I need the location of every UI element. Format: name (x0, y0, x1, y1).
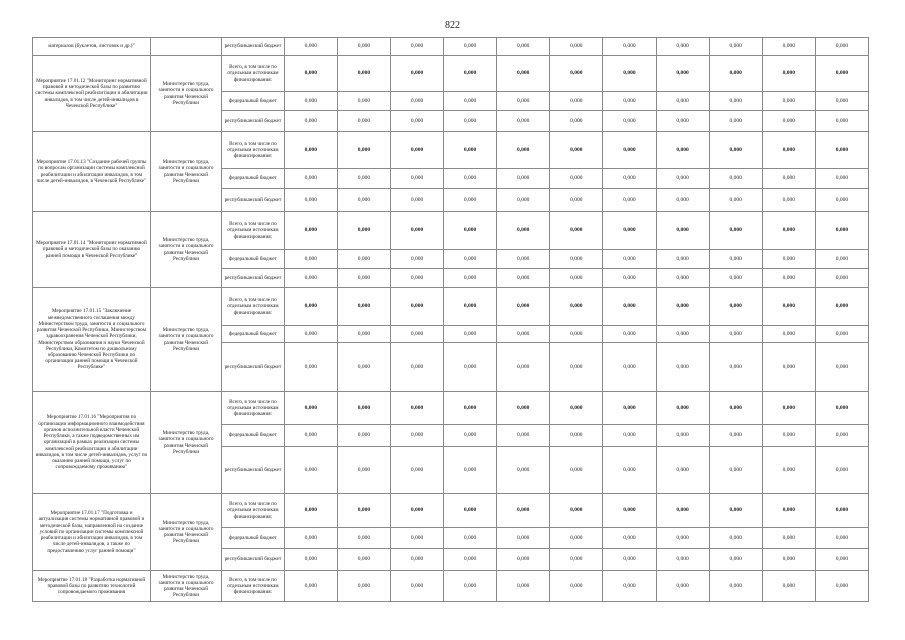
amount-cell: 0,000 (709, 212, 762, 250)
amount-cell: 0,000 (709, 56, 762, 92)
amount-cell: 0,000 (337, 326, 390, 343)
funding-source-cell: республиканский бюджет (222, 549, 285, 571)
organization-cell (150, 38, 221, 56)
amount-cell: 0,000 (709, 494, 762, 528)
amount-cell: 0,000 (444, 111, 497, 132)
amount-cell: 0,000 (762, 326, 815, 343)
amount-cell: 0,000 (284, 494, 337, 528)
amount-cell: 0,000 (656, 169, 709, 189)
organization-cell: Министерство труда, занятости и социального развития Чеченской Республики (150, 132, 221, 212)
amount-cell: 0,000 (550, 528, 603, 549)
amount-cell: 0,000 (550, 549, 603, 571)
funding-source-cell: Всего, в том числе по отдельным источникам финансирования: (222, 212, 285, 250)
amount-cell: 0,000 (550, 494, 603, 528)
amount-cell: 0,000 (762, 92, 815, 111)
amount-cell: 0,000 (709, 269, 762, 288)
amount-cell: 0,000 (762, 212, 815, 250)
amount-cell: 0,000 (444, 92, 497, 111)
table-row (33, 212, 869, 250)
amount-cell: 0,000 (762, 169, 815, 189)
amount-cell: 0,000 (497, 528, 550, 549)
amount-cell: 0,000 (337, 288, 390, 326)
amount-cell: 0,000 (603, 392, 656, 425)
amount-cell: 0,000 (656, 269, 709, 288)
amount-cell: 0,000 (550, 92, 603, 111)
amount-cell: 0,000 (390, 343, 443, 392)
amount-cell: 0,000 (284, 326, 337, 343)
amount-cell: 0,000 (815, 92, 868, 111)
amount-cell: 0,000 (337, 343, 390, 392)
amount-cell: 0,000 (709, 392, 762, 425)
amount-cell: 0,000 (284, 212, 337, 250)
amount-cell: 0,000 (603, 169, 656, 189)
event-cell: Мероприятие 17.01.13 "Создание рабочей группы по вопросам организации системы комплексной реабилитации и абилитации инвалидов, в том числе детей-инвалидов, в Чеченской Республике" (33, 132, 151, 212)
funding-source-cell: федеральный бюджет (222, 250, 285, 269)
amount-cell: 0,000 (337, 269, 390, 288)
funding-source-cell: республиканский бюджет (222, 447, 285, 494)
amount-cell: 0,000 (550, 169, 603, 189)
amount-cell: 0,000 (337, 425, 390, 447)
table-row (33, 38, 869, 56)
amount-cell: 0,000 (709, 425, 762, 447)
amount-cell: 0,000 (815, 447, 868, 494)
amount-cell: 0,000 (762, 425, 815, 447)
amount-cell: 0,000 (390, 250, 443, 269)
amount-cell: 0,000 (603, 189, 656, 212)
amount-cell: 0,000 (390, 92, 443, 111)
amount-cell: 0,000 (337, 132, 390, 169)
amount-cell: 0,000 (284, 132, 337, 169)
amount-cell: 0,000 (550, 269, 603, 288)
amount-cell: 0,000 (709, 38, 762, 56)
amount-cell: 0,000 (603, 111, 656, 132)
amount-cell: 0,000 (390, 38, 443, 56)
amount-cell: 0,000 (497, 56, 550, 92)
amount-cell: 0,000 (656, 425, 709, 447)
amount-cell: 0,000 (284, 56, 337, 92)
amount-cell: 0,000 (603, 343, 656, 392)
amount-cell: 0,000 (390, 132, 443, 169)
amount-cell: 0,000 (497, 549, 550, 571)
amount-cell: 0,000 (762, 189, 815, 212)
event-cell: материалов (буклетов, листовок и др.)" (33, 38, 151, 56)
amount-cell: 0,000 (337, 549, 390, 571)
amount-cell: 0,000 (603, 326, 656, 343)
amount-cell: 0,000 (656, 212, 709, 250)
amount-cell: 0,000 (444, 250, 497, 269)
amount-cell: 0,000 (815, 343, 868, 392)
amount-cell: 0,000 (284, 447, 337, 494)
amount-cell: 0,000 (444, 132, 497, 169)
budget-table (32, 37, 869, 602)
amount-cell: 0,000 (550, 56, 603, 92)
funding-source-cell: федеральный бюджет (222, 528, 285, 549)
table-row (33, 494, 869, 528)
funding-source-cell: республиканский бюджет (222, 38, 285, 56)
amount-cell: 0,000 (815, 132, 868, 169)
amount-cell: 0,000 (550, 189, 603, 212)
amount-cell: 0,000 (656, 571, 709, 602)
organization-cell: Министерство труда, занятости и социального развития Чеченской Республики (150, 494, 221, 571)
amount-cell: 0,000 (656, 326, 709, 343)
amount-cell: 0,000 (815, 212, 868, 250)
amount-cell: 0,000 (815, 392, 868, 425)
amount-cell: 0,000 (550, 571, 603, 602)
amount-cell: 0,000 (762, 56, 815, 92)
amount-cell: 0,000 (656, 392, 709, 425)
amount-cell: 0,000 (603, 528, 656, 549)
amount-cell: 0,000 (337, 189, 390, 212)
amount-cell: 0,000 (709, 571, 762, 602)
funding-source-cell: Всего, в том числе по отдельным источникам финансирования: (222, 288, 285, 326)
funding-source-cell: федеральный бюджет (222, 92, 285, 111)
amount-cell: 0,000 (656, 38, 709, 56)
amount-cell: 0,000 (603, 38, 656, 56)
amount-cell: 0,000 (603, 494, 656, 528)
amount-cell: 0,000 (656, 250, 709, 269)
amount-cell: 0,000 (550, 250, 603, 269)
amount-cell: 0,000 (709, 447, 762, 494)
amount-cell: 0,000 (550, 38, 603, 56)
amount-cell: 0,000 (709, 169, 762, 189)
amount-cell: 0,000 (444, 38, 497, 56)
funding-source-cell: республиканский бюджет (222, 269, 285, 288)
amount-cell: 0,000 (815, 250, 868, 269)
amount-cell: 0,000 (603, 288, 656, 326)
amount-cell: 0,000 (656, 92, 709, 111)
amount-cell: 0,000 (390, 528, 443, 549)
funding-source-cell: федеральный бюджет (222, 425, 285, 447)
amount-cell: 0,000 (390, 447, 443, 494)
organization-cell: Министерство труда, занятости и социального развития Чеченской Республики (150, 392, 221, 494)
amount-cell: 0,000 (390, 425, 443, 447)
funding-source-cell: республиканский бюджет (222, 189, 285, 212)
amount-cell: 0,000 (444, 288, 497, 326)
amount-cell: 0,000 (444, 189, 497, 212)
amount-cell: 0,000 (656, 132, 709, 169)
amount-cell: 0,000 (390, 111, 443, 132)
page-number: 822 (445, 20, 460, 31)
amount-cell: 0,000 (444, 528, 497, 549)
amount-cell: 0,000 (444, 326, 497, 343)
amount-cell: 0,000 (815, 169, 868, 189)
amount-cell: 0,000 (603, 132, 656, 169)
amount-cell: 0,000 (815, 189, 868, 212)
amount-cell: 0,000 (444, 212, 497, 250)
funding-source-cell: Всего, в том числе по отдельным источникам финансирования: (222, 571, 285, 602)
funding-source-cell: республиканский бюджет (222, 343, 285, 392)
amount-cell: 0,000 (603, 56, 656, 92)
amount-cell: 0,000 (337, 571, 390, 602)
amount-cell: 0,000 (815, 571, 868, 602)
amount-cell: 0,000 (497, 326, 550, 343)
amount-cell: 0,000 (762, 528, 815, 549)
amount-cell: 0,000 (550, 212, 603, 250)
amount-cell: 0,000 (762, 343, 815, 392)
event-cell: Мероприятие 17.01.14 "Мониторинг нормативной правовой и методической базы по оказанию ранней помощи в Чеченской Республике" (33, 212, 151, 288)
amount-cell: 0,000 (497, 111, 550, 132)
table-row (33, 132, 869, 169)
funding-source-cell: республиканский бюджет (222, 111, 285, 132)
amount-cell: 0,000 (497, 132, 550, 169)
amount-cell: 0,000 (656, 343, 709, 392)
amount-cell: 0,000 (284, 38, 337, 56)
amount-cell: 0,000 (337, 169, 390, 189)
amount-cell: 0,000 (709, 111, 762, 132)
amount-cell: 0,000 (709, 326, 762, 343)
amount-cell: 0,000 (603, 571, 656, 602)
amount-cell: 0,000 (497, 92, 550, 111)
amount-cell: 0,000 (284, 189, 337, 212)
amount-cell: 0,000 (815, 528, 868, 549)
event-cell: Мероприятие 17.01.12 "Мониторинг нормативной правовой и методической базы по развитию системы комплексной реабилитации и абилитации инвалидов, в том числе детей-инвалидов в Чеченской Республике" (33, 56, 151, 132)
amount-cell: 0,000 (497, 269, 550, 288)
amount-cell: 0,000 (444, 549, 497, 571)
amount-cell: 0,000 (444, 56, 497, 92)
amount-cell: 0,000 (815, 111, 868, 132)
amount-cell: 0,000 (444, 392, 497, 425)
amount-cell: 0,000 (815, 56, 868, 92)
amount-cell: 0,000 (656, 528, 709, 549)
amount-cell: 0,000 (550, 447, 603, 494)
organization-cell: Министерство труда, занятости и социального развития Чеченской Республики (150, 212, 221, 288)
amount-cell: 0,000 (444, 425, 497, 447)
amount-cell: 0,000 (656, 288, 709, 326)
amount-cell: 0,000 (337, 111, 390, 132)
amount-cell: 0,000 (709, 528, 762, 549)
amount-cell: 0,000 (709, 132, 762, 169)
amount-cell: 0,000 (497, 250, 550, 269)
table-row (33, 392, 869, 425)
amount-cell: 0,000 (497, 571, 550, 602)
amount-cell: 0,000 (550, 132, 603, 169)
amount-cell: 0,000 (497, 392, 550, 425)
amount-cell: 0,000 (337, 447, 390, 494)
amount-cell: 0,000 (497, 425, 550, 447)
amount-cell: 0,000 (815, 288, 868, 326)
amount-cell: 0,000 (390, 326, 443, 343)
amount-cell: 0,000 (497, 169, 550, 189)
amount-cell: 0,000 (497, 343, 550, 392)
amount-cell: 0,000 (603, 212, 656, 250)
amount-cell: 0,000 (337, 494, 390, 528)
amount-cell: 0,000 (390, 56, 443, 92)
amount-cell: 0,000 (762, 132, 815, 169)
amount-cell: 0,000 (284, 111, 337, 132)
amount-cell: 0,000 (656, 494, 709, 528)
amount-cell: 0,000 (444, 571, 497, 602)
amount-cell: 0,000 (656, 447, 709, 494)
amount-cell: 0,000 (444, 343, 497, 392)
funding-source-cell: федеральный бюджет (222, 169, 285, 189)
event-cell: Мероприятие 17.01.15 "Заключение межведомственного соглашения между Министерством труда, занятости и социального развития Чеченской Республики, Министерством здравоохранения Чеченской Республики, Министерством образования и науки Чеченской Республики, Комитетом по дошкольному образованию Чеченской Республики по организации ранней помощи в Чеченской Республике" (33, 288, 151, 392)
funding-source-cell: Всего, в том числе по отдельным источникам финансирования: (222, 392, 285, 425)
amount-cell: 0,000 (709, 250, 762, 269)
amount-cell: 0,000 (284, 392, 337, 425)
amount-cell: 0,000 (709, 549, 762, 571)
amount-cell: 0,000 (444, 169, 497, 189)
organization-cell: Министерство труда, занятости и социального развития Чеченской Республики (150, 288, 221, 392)
amount-cell: 0,000 (815, 494, 868, 528)
amount-cell: 0,000 (337, 56, 390, 92)
funding-source-cell: Всего, в том числе по отдельным источникам финансирования: (222, 56, 285, 92)
amount-cell: 0,000 (284, 250, 337, 269)
amount-cell: 0,000 (390, 169, 443, 189)
amount-cell: 0,000 (284, 92, 337, 111)
amount-cell: 0,000 (762, 494, 815, 528)
amount-cell: 0,000 (444, 494, 497, 528)
amount-cell: 0,000 (550, 392, 603, 425)
amount-cell: 0,000 (656, 189, 709, 212)
amount-cell: 0,000 (815, 269, 868, 288)
organization-cell: Министерство труда, занятости и социального развития Чеченской Республики (150, 56, 221, 132)
amount-cell: 0,000 (390, 269, 443, 288)
amount-cell: 0,000 (550, 111, 603, 132)
amount-cell: 0,000 (603, 269, 656, 288)
amount-cell: 0,000 (497, 38, 550, 56)
amount-cell: 0,000 (284, 528, 337, 549)
table-row (33, 56, 869, 92)
event-cell: Мероприятие 17.01.18 "Разработка нормативной правовой базы по развитию технологий сопровождаемого проживания (33, 571, 151, 602)
amount-cell: 0,000 (497, 494, 550, 528)
amount-cell: 0,000 (284, 571, 337, 602)
amount-cell: 0,000 (284, 343, 337, 392)
amount-cell: 0,000 (656, 56, 709, 92)
amount-cell: 0,000 (762, 250, 815, 269)
funding-source-cell: Всего, в том числе по отдельным источникам финансирования: (222, 494, 285, 528)
event-cell: Мероприятие 17.01.16 "Мероприятия по организации информационного взаимодействия органов исполнительной власти Чеченской Республики, а также подведомственных им организаций в рамках реализации системы комплексной реабилитации и абилитации инвалидов, в том числе детей-инвалидов, услуг по оказанию ранней помощи, услуг по сопровождаемому проживанию" (33, 392, 151, 494)
amount-cell: 0,000 (337, 250, 390, 269)
amount-cell: 0,000 (603, 92, 656, 111)
amount-cell: 0,000 (550, 425, 603, 447)
amount-cell: 0,000 (497, 447, 550, 494)
amount-cell: 0,000 (444, 269, 497, 288)
amount-cell: 0,000 (762, 447, 815, 494)
amount-cell: 0,000 (815, 549, 868, 571)
amount-cell: 0,000 (762, 38, 815, 56)
amount-cell: 0,000 (284, 269, 337, 288)
amount-cell: 0,000 (444, 447, 497, 494)
table-row (33, 288, 869, 326)
amount-cell: 0,000 (709, 343, 762, 392)
event-cell: Мероприятие 17.01.17 "Подготовка и актуализация системы нормативной правовой и методической базы, направленной на создание условий по организации системы комплексной реабилитации и абилитации инвалидов, в том числе детей-инвалидов, а также по предоставлению услуг ранней помощи" (33, 494, 151, 571)
amount-cell: 0,000 (337, 392, 390, 425)
funding-source-cell: Всего, в том числе по отдельным источникам финансирования: (222, 132, 285, 169)
organization-cell: Министерство труда, занятости и социального развития Чеченской Республики (150, 571, 221, 602)
amount-cell: 0,000 (390, 494, 443, 528)
amount-cell: 0,000 (337, 528, 390, 549)
amount-cell: 0,000 (390, 549, 443, 571)
amount-cell: 0,000 (550, 343, 603, 392)
amount-cell: 0,000 (762, 288, 815, 326)
amount-cell: 0,000 (390, 571, 443, 602)
amount-cell: 0,000 (709, 288, 762, 326)
amount-cell: 0,000 (656, 111, 709, 132)
amount-cell: 0,000 (284, 425, 337, 447)
amount-cell: 0,000 (603, 447, 656, 494)
amount-cell: 0,000 (390, 392, 443, 425)
amount-cell: 0,000 (815, 326, 868, 343)
amount-cell: 0,000 (284, 169, 337, 189)
amount-cell: 0,000 (284, 549, 337, 571)
amount-cell: 0,000 (603, 250, 656, 269)
amount-cell: 0,000 (762, 269, 815, 288)
amount-cell: 0,000 (762, 571, 815, 602)
table-row (33, 571, 869, 602)
amount-cell: 0,000 (390, 212, 443, 250)
amount-cell: 0,000 (497, 288, 550, 326)
amount-cell: 0,000 (390, 288, 443, 326)
amount-cell: 0,000 (762, 549, 815, 571)
amount-cell: 0,000 (337, 38, 390, 56)
amount-cell: 0,000 (815, 38, 868, 56)
amount-cell: 0,000 (815, 425, 868, 447)
amount-cell: 0,000 (762, 111, 815, 132)
funding-source-cell: федеральный бюджет (222, 326, 285, 343)
amount-cell: 0,000 (709, 92, 762, 111)
amount-cell: 0,000 (337, 212, 390, 250)
amount-cell: 0,000 (656, 549, 709, 571)
amount-cell: 0,000 (390, 189, 443, 212)
amount-cell: 0,000 (497, 212, 550, 250)
amount-cell: 0,000 (603, 549, 656, 571)
amount-cell: 0,000 (497, 189, 550, 212)
amount-cell: 0,000 (762, 392, 815, 425)
amount-cell: 0,000 (550, 288, 603, 326)
amount-cell: 0,000 (337, 92, 390, 111)
amount-cell: 0,000 (603, 425, 656, 447)
amount-cell: 0,000 (284, 288, 337, 326)
amount-cell: 0,000 (550, 326, 603, 343)
amount-cell: 0,000 (709, 189, 762, 212)
